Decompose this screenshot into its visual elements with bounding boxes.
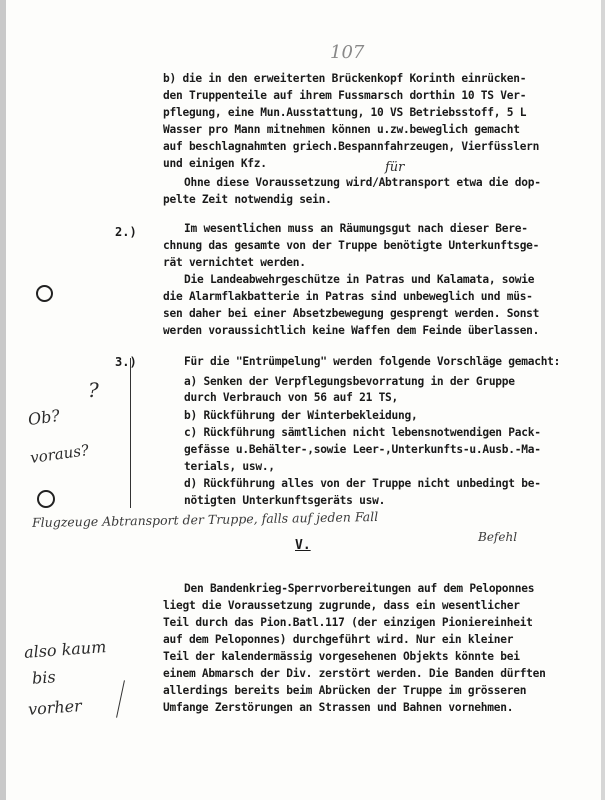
handwritten-note-voraus: voraus? bbox=[29, 440, 90, 468]
text-line: durch Verbrauch von 56 auf 21 TS, bbox=[184, 391, 399, 404]
text-line: pelte Zeit notwendig sein. bbox=[163, 193, 332, 206]
text-line: b) die in den erweiterten Brückenkopf Korinth einrücken- bbox=[163, 72, 527, 85]
handwritten-note-bottom-1: also kaum bbox=[23, 637, 107, 662]
text-line: Die Landeabwehrgeschütze in Patras und Kalamata, sowie bbox=[184, 273, 535, 286]
text-line: d) Rückführung alles von der Truppe nicht unbedingt be- bbox=[184, 477, 541, 490]
scan-edge-right bbox=[601, 0, 605, 800]
text-line: nötigten Unterkunftsgeräts usw. bbox=[184, 494, 386, 507]
text-line: den Truppenteile auf ihrem Fussmarsch dorthin 10 TS Ver- bbox=[163, 89, 527, 102]
text-line: allerdings bereits beim Abrücken der Truppe im grösseren bbox=[163, 684, 527, 697]
margin-circle-mark bbox=[37, 490, 55, 508]
text-line: Für die "Entrümpelung" werden folgende Vorschläge gemacht: bbox=[184, 355, 561, 368]
text-line: terials, usw., bbox=[184, 460, 275, 473]
text-line: chnung das gesamte von der Truppe benötigte Unterkunftsge- bbox=[163, 239, 540, 252]
text-line: b) Rückführung der Winterbekleidung, bbox=[184, 409, 418, 422]
text-line: werden voraussichtlich keine Waffen dem Feinde überlassen. bbox=[163, 324, 540, 337]
handwritten-bracket-stroke bbox=[116, 680, 125, 717]
text-line: rät vernichtet werden. bbox=[163, 256, 306, 269]
text-line: Wasser pro Mann mitnehmen können u.zw.beweglich gemacht bbox=[163, 123, 520, 136]
text-line: Teil durch das Pion.Batl.117 (der einzigen Pioniereinheit bbox=[163, 616, 533, 629]
text-line: Teil der kalendermässig vorgesehenen Objekts könnte bei bbox=[163, 650, 520, 663]
section-number-2: 2.) bbox=[115, 225, 137, 239]
scan-edge-left bbox=[0, 0, 6, 800]
text-line: Den Bandenkrieg-Sperrvorbereitungen auf dem Peloponnes bbox=[184, 582, 535, 595]
text-line: Ohne diese Voraussetzung wird/Abtransport etwa die dop- bbox=[184, 176, 541, 189]
text-line: c) Rückführung sämtlichen nicht lebensnotwendigen Pack- bbox=[184, 426, 541, 439]
section-number-3: 3.) bbox=[115, 355, 137, 369]
text-line: die Alarmflakbatterie in Patras sind unbeweglich und müs- bbox=[163, 290, 533, 303]
text-line: Im wesentlichen muss an Räumungsgut nach dieser Bere- bbox=[184, 222, 528, 235]
margin-bracket-line bbox=[130, 358, 131, 508]
text-line: auf beschlagnahmten griech.Bespannfahrzeugen, Vierfüsslern bbox=[163, 140, 540, 153]
handwritten-sweep-note: Flugzeuge Abtransport der Truppe, falls auf jeden Fall bbox=[31, 508, 379, 531]
handwritten-sweep-tail: Befehl bbox=[478, 530, 518, 544]
text-line: einem Abmarsch der Div. zerstört werden. Die Banden dürften bbox=[163, 667, 546, 680]
text-line: sen daher bei einer Absetzbewegung gesprengt werden. Sonst bbox=[163, 307, 540, 320]
text-line: Umfange Zerstörungen an Strassen und Bahnen vornehmen. bbox=[163, 701, 514, 714]
handwritten-note-fuer: für bbox=[385, 160, 405, 175]
text-line: und einigen Kfz. bbox=[163, 157, 267, 170]
handwritten-note-ob: Ob? bbox=[26, 405, 62, 430]
margin-circle-mark bbox=[36, 285, 53, 302]
text-line: a) Senken der Verpflegungsbevorratung in der Gruppe bbox=[184, 375, 515, 388]
faint-page-mark: 107 bbox=[330, 42, 365, 63]
text-line: pflegung, eine Mun.Ausstattung, 10 VS Betriebsstoff, 5 L bbox=[163, 106, 527, 119]
text-line: gefässe u.Behälter-,sowie Leer-,Unterkunfts-u.Ausb.-Ma- bbox=[184, 443, 541, 456]
handwritten-note-bottom-3: vorher bbox=[27, 696, 83, 719]
section-heading-v: V. bbox=[295, 538, 311, 553]
handwritten-question-mark: ? bbox=[88, 378, 99, 402]
text-line: liegt die Voraussetzung zugrunde, dass ein wesentlicher bbox=[163, 599, 520, 612]
text-line: auf dem Peloponnes) durchgeführt wird. Nur ein kleiner bbox=[163, 633, 514, 646]
handwritten-note-bottom-2: bis bbox=[31, 667, 57, 688]
